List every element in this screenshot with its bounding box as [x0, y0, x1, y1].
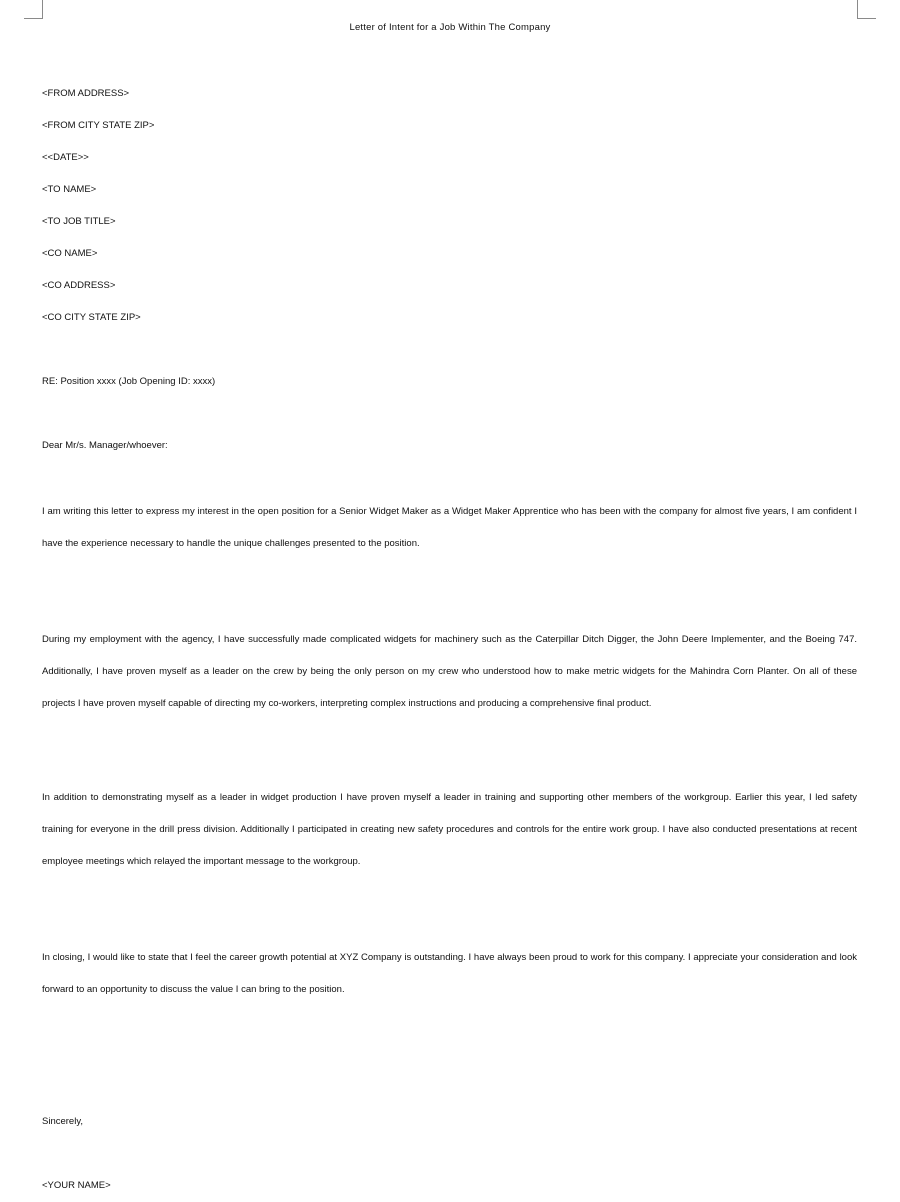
paragraph-experience: During my employment with the agency, I have successfully made complicated widgets for machinery such as the Caterpillar Ditch Digger, the John Deere Implementer, and the Boeing 747. Additionally, I have proven myself as a leader on the crew by being the only person on my crew who understood how to make metric widgets for the Mahindra Corn Planter. On all of these projects I have proven myself capable of directing my co-workers, interpreting complex instructions and producing a comprehensive final product.: [42, 634, 857, 709]
to-name: <TO NAME>: [42, 184, 97, 195]
document-title: Letter of Intent for a Job Within The Company: [349, 22, 551, 33]
company-city-state-zip: <CO CITY STATE ZIP>: [42, 312, 141, 323]
paragraph-intro: I am writing this letter to express my interest in the open position for a Senior Widget Maker as a Widget Maker Apprentice who has been with the company for almost five years, I am confident I have the experience necessary to handle the unique challenges presented to the position.: [42, 506, 857, 549]
date-placeholder: <<DATE>>: [42, 152, 89, 163]
from-city-state-zip: <FROM CITY STATE ZIP>: [42, 120, 155, 131]
company-address: <CO ADDRESS>: [42, 280, 116, 291]
paragraph-leadership: In addition to demonstrating myself as a leader in widget production I have proven myself a leader in training and supporting other members of the workgroup. Earlier this year, I led safety training for everyone in the drill press division. Additionally I participated in creating new safety procedures and controls for the entire work group. I have also conducted presentations at recent employee meetings which relayed the important message to the workgroup.: [42, 792, 857, 867]
crop-mark-right: [857, 0, 876, 19]
from-address: <FROM ADDRESS>: [42, 88, 130, 99]
closing-line: Sincerely,: [42, 1116, 84, 1127]
to-job-title: <TO JOB TITLE>: [42, 216, 116, 227]
paragraph-closing: In closing, I would like to state that I feel the career growth potential at XYZ Company is outstanding. I have always been proud to work for this company. I appreciate your consideration and look forward to an opportunity to discuss the value I can bring to the position.: [42, 952, 857, 995]
company-name: <CO NAME>: [42, 248, 98, 259]
address-block: [42, 78, 857, 334]
crop-mark-left: [24, 0, 43, 19]
salutation: Dear Mr/s. Manager/whoever:: [42, 440, 168, 451]
re-line: RE: Position xxxx (Job Opening ID: xxxx): [42, 376, 216, 387]
signature-placeholder: <YOUR NAME>: [42, 1180, 111, 1191]
